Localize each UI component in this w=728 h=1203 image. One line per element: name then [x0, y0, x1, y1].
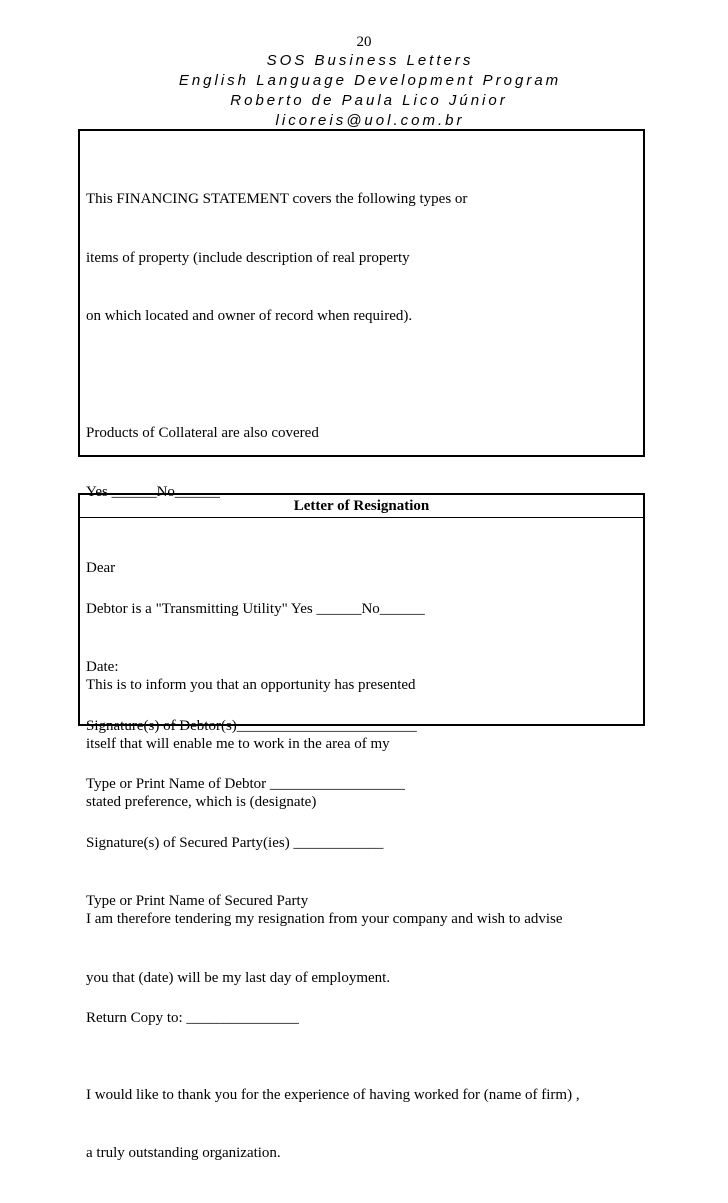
text-line: a truly outstanding organization.	[86, 1145, 281, 1161]
text-line: Type or Print Name of Secured Party	[86, 893, 309, 909]
text-line: itself that will enable me to work in the area of my	[86, 735, 390, 752]
resignation-letter-text	[80, 518, 643, 1203]
text-line: Return Copy to: _______________	[86, 1010, 299, 1026]
text-line: stated preference, which is (designate)	[86, 794, 317, 810]
header-program: English Language Development Program	[178, 72, 562, 89]
resignation-letter-title: Letter of Resignation	[80, 495, 643, 518]
text-line: Date:	[86, 659, 119, 675]
page-number: 20	[356, 34, 372, 50]
text-line: Yes ______No______	[86, 483, 220, 500]
text-line: This FINANCING STATEMENT covers the following types or	[86, 191, 468, 207]
text-line: items of property (include description of real property	[86, 249, 410, 266]
salutation: Dear	[86, 560, 116, 576]
text-line: you that (date) will be my last day of employment.	[86, 969, 391, 986]
text-line: Signature(s) of Debtor(s)________________________	[86, 717, 417, 734]
text-line: Signature(s) of Secured Party(ies) ____________	[86, 834, 384, 851]
text-line: Products of Collateral are also covered	[86, 425, 319, 441]
text-line: I would like to thank you for the experience of having worked for (name of firm) ,	[86, 1086, 580, 1103]
text-line: Type or Print Name of Debtor __________________	[86, 776, 405, 792]
text-line: I am therefore tendering my resignation from your company and wish to advise	[86, 911, 563, 927]
header-author: Roberto de Paula Lico Júnior	[230, 92, 508, 109]
header-title: SOS Business Letters	[266, 52, 474, 69]
text-line: Debtor is a "Transmitting Utility" Yes ______No______	[86, 600, 425, 617]
text-line: This is to inform you that an opportunity has presented	[86, 677, 416, 693]
header-email: licoreis@uol.com.br	[275, 112, 465, 129]
text-line: on which located and owner of record when required).	[86, 308, 413, 324]
